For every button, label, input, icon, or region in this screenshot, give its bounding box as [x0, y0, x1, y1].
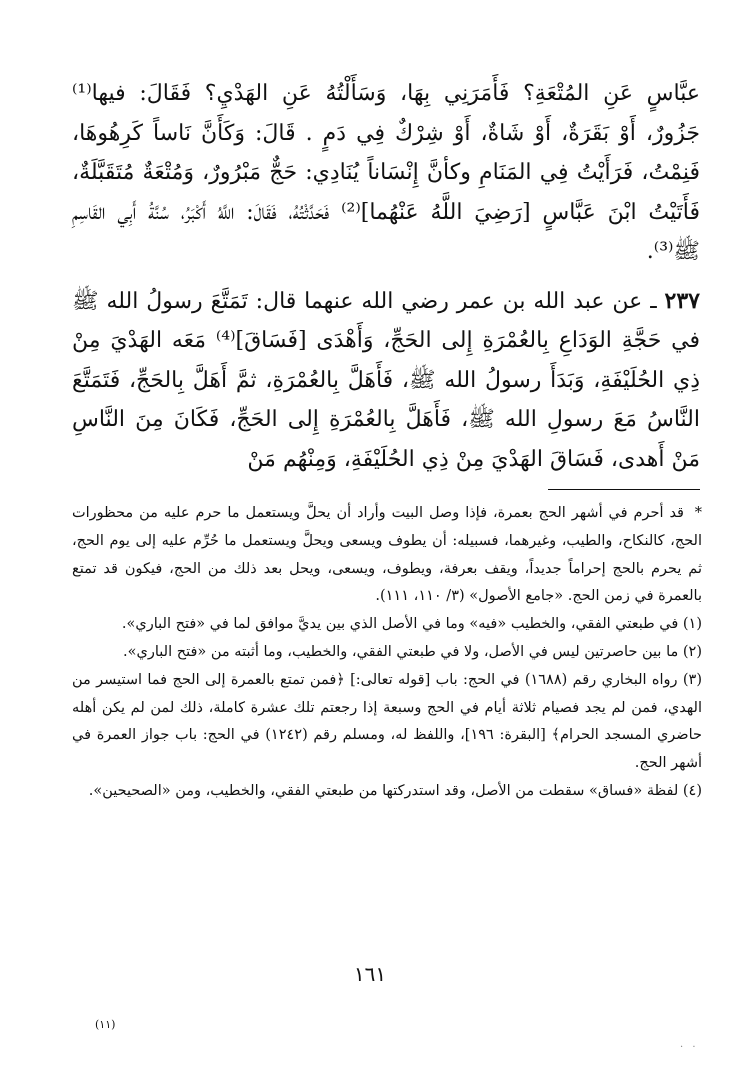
footnote-3: (٣) رواه البخاري رقم (١٦٨٨) في الحج: باب [قوله تعالى:] ﴿فمن تمتع بالعمرة إلى الحج فما استيسر من الهدي، فمن لم يجد فصيام ثلاثة أيام في الحج وسبعة إذا رجعتم تلك عشرة كاملة، ذلك لمن لم يكن أهله حاضري المسجد الحرام﴾ [البقرة: ١٩٦]، واللفظ له، ومسلم رقم (١٢٤٢) في الحج: باب جواز العمرة في أشهر الحج.: [72, 671, 702, 772]
footnote-star-mark: *: [694, 505, 702, 521]
footnotes: [72, 500, 702, 806]
signature-mark: (١١): [95, 1018, 116, 1031]
scan-speckle: · ·: [680, 1042, 699, 1053]
footnote-star-text: قد أحرم في أشهر الحج بعمرة، فإذا وصل البيت وأراد أن يحلَّ ويستعمل ما حرم عليه من محظورات الحج، كالنكاح، والطيب، وغيرهما، فسبيله: أن يطوف ويسعى ويحلَّ ويستعمل ما حُرِّم عليه إلى يوم الحج، ثم يحرم بالحج إحراماً جديداً، ويقف بعرفة، ويطوف، ويسعى، ويحل بعد ذلك من الحج، فيكون قد تمتع بالعمرة في زمن الحج. «جامع الأصول» (٣/ ١١٠، ١١١).: [72, 505, 702, 605]
hadith-text: ـ عن عبد الله بن عمر رضي الله عنهما قال: تَمَتَّعَ رسولُ الله ﷺ في حَجَّةِ الوَدَاعِ بِالعُمْرَةِ إِلى الحَجِّ، وَأَهْدَى [فَسَاقَ]⁽⁴⁾ مَعَه الهَدْيَ مِنْ ذِي الحُلَيْفَةِ، وَبَدَأَ رسولُ الله ﷺ، فَأَهَلَّ بِالعُمْرَةِ، ثمَّ أَهَلَّ بِالحَجِّ، فَتَمَتَّعَ النَّاسُ مَعَ رسولِ الله ﷺ، فَأَهَلَّ بِالعُمْرَةِ إِلى الحَجِّ، فَكَانَ مِنَ النَّاسِ مَنْ أَهدى، فَسَاقَ الهَدْيَ مِنْ ذِي الحُلَيْفَةِ، وَمِنْهُم مَنْ: [72, 288, 700, 472]
paragraph-continuation: عبَّاسٍ عَنِ المُتْعَةِ؟ فَأَمَرَنِي بِهَا، وَسَأَلْتُهُ عَنِ الهَدْيِ؟ فَقَالَ: فيها⁽¹⁾ جَزُورٌ، أَوْ بَقَرَةٌ، أَوْ شَاةٌ، أَوْ شِرْكٌ فِي دَمٍ . قَالَ: وَكَأَنَّ نَاساً كَرِهُوهَا، فَنِمْتُ، فَرَأَيْتُ فِي المَنَامِ وكأنَّ إِنْسَاناً يُنَادِي: حَجٌّ مَبْرُورٌ، وَمُتْعَةٌ مُتَقَبَّلَةٌ، فَأَتَيْتُ ابْنَ عَبَّاسٍ [رَضِيَ اللَّهُ عَنْهُما]⁽²⁾ فَحَدَّثْتُهُ، فَقَالَ: اللَّهُ أَكْبَرُ، سُنَّةُ أَبِي القَاسِمِ ﷺ⁽³⁾.: [72, 81, 701, 264]
footnote-separator: [548, 489, 700, 490]
footnote-1: (١) في طبعتي الفقي، والخطيب «فيه» وما في الأصل الذي بين يديَّ موافق لما في «فتح الباري».: [121, 616, 702, 633]
footnote-4: (٤) لفظة «فساق» سقطت من الأصل، وقد استدركتها من طبعتي الفقي، والخطيب، ومن «الصحيحين».: [88, 782, 702, 799]
page-number: ١٦١: [353, 962, 387, 986]
footnote-star: [72, 500, 702, 611]
footnote-2: (٢) ما بين حاصرتين ليس في الأصل، ولا في طبعتي الفقي، والخطيب، وما أثبته من «فتح الباري».: [123, 643, 702, 660]
hadith-paragraph: [72, 282, 700, 480]
hadith-number: ٢٣٧: [664, 287, 700, 314]
main-text: [72, 74, 700, 479]
